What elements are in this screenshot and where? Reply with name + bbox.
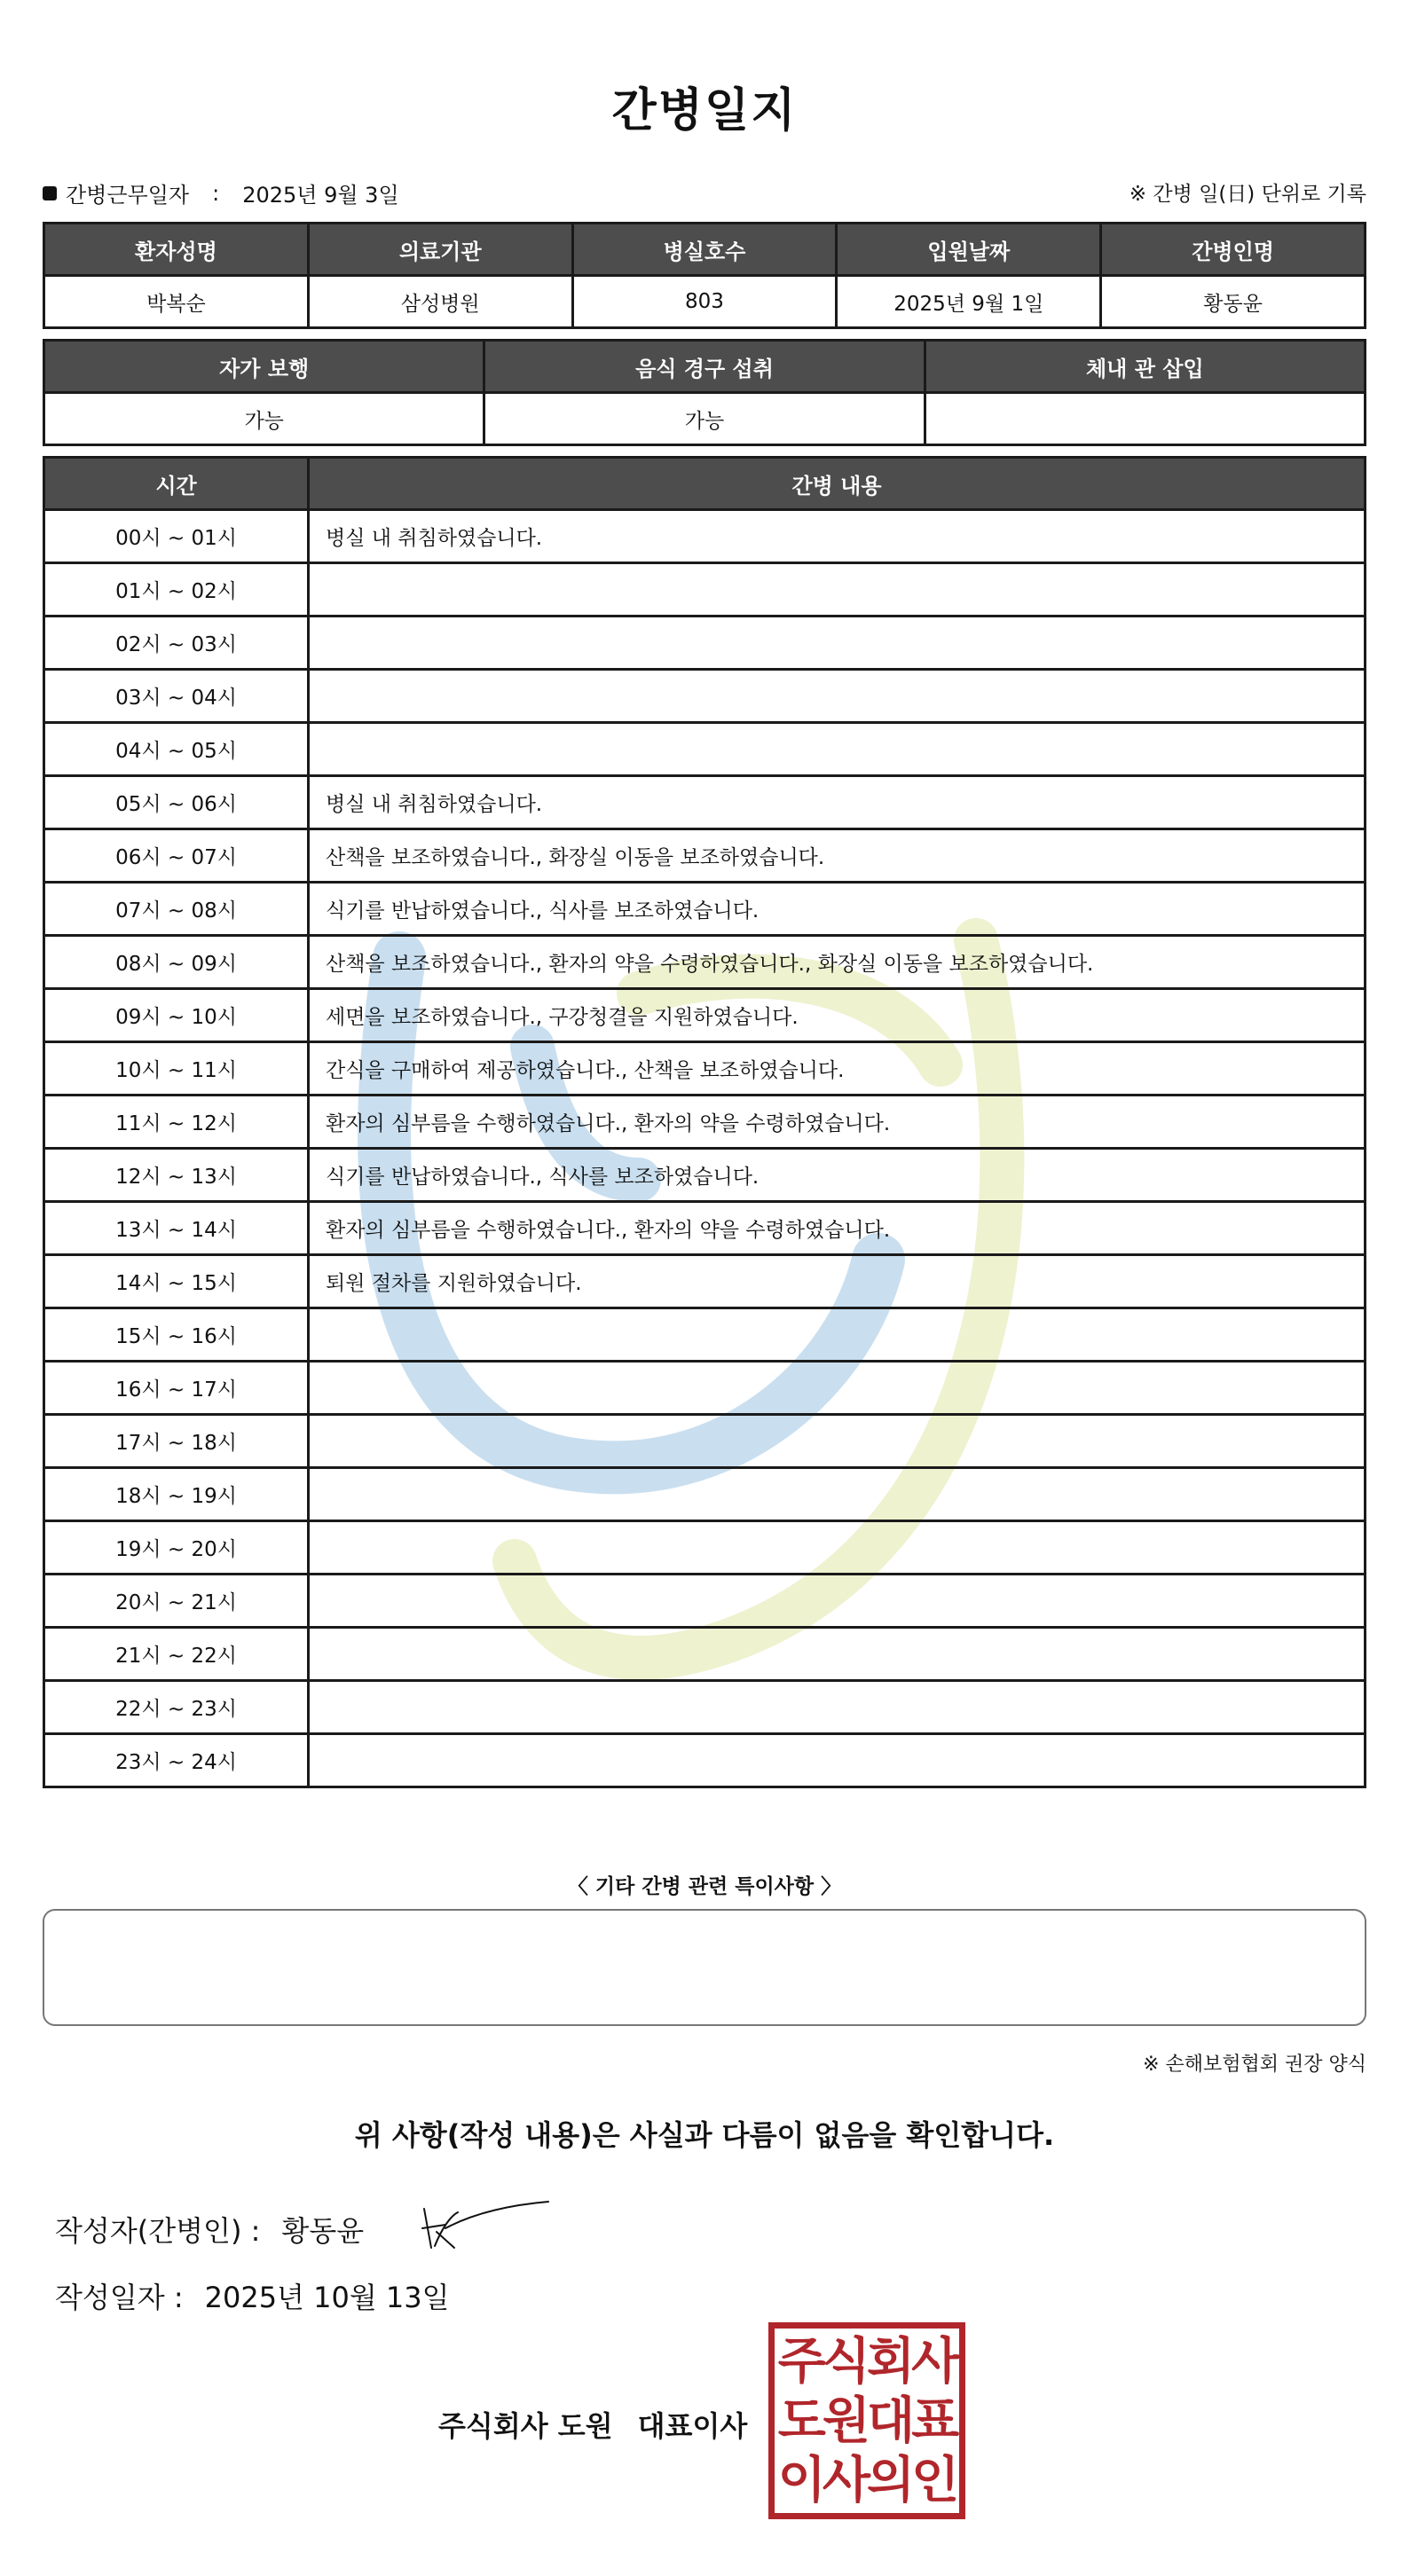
header-room-number: 병실호수 bbox=[572, 224, 837, 276]
seal-line-2: 도원대표 bbox=[777, 2391, 956, 2450]
table-row bbox=[44, 936, 1366, 989]
writer-label: 작성자(간병인) : bbox=[55, 2214, 261, 2248]
table-row bbox=[44, 1468, 1366, 1521]
time-slot: 16시 ~ 17시 bbox=[44, 1362, 309, 1415]
time-slot: 04시 ~ 05시 bbox=[44, 723, 309, 776]
care-schedule-table bbox=[43, 456, 1366, 1788]
time-slot: 18시 ~ 19시 bbox=[44, 1468, 309, 1521]
care-content bbox=[309, 1575, 1366, 1628]
table-row bbox=[44, 617, 1366, 670]
work-date-separator: : bbox=[212, 180, 220, 206]
admission-date: 2025년 9월 1일 bbox=[837, 276, 1101, 328]
writing-date-row bbox=[55, 2275, 450, 2316]
writing-date-value: 2025년 10월 13일 bbox=[204, 2281, 450, 2314]
patient-status-table bbox=[43, 339, 1366, 446]
work-date-label: 간병근무일자 bbox=[66, 183, 190, 208]
time-slot: 17시 ~ 18시 bbox=[44, 1415, 309, 1468]
time-slot: 08시 ~ 09시 bbox=[44, 936, 309, 989]
care-content bbox=[309, 723, 1366, 776]
signature bbox=[419, 2193, 552, 2255]
header-institution: 의료기관 bbox=[308, 224, 572, 276]
care-content bbox=[309, 1628, 1366, 1681]
table-row bbox=[44, 1255, 1366, 1308]
time-slot: 01시 ~ 02시 bbox=[44, 563, 309, 617]
time-slot: 06시 ~ 07시 bbox=[44, 829, 309, 883]
header-self-walking: 자가 보행 bbox=[44, 341, 484, 393]
care-content: 세면을 보조하였습니다., 구강청결을 지원하였습니다. bbox=[309, 989, 1366, 1042]
work-date-value: 2025년 9월 3일 bbox=[242, 183, 399, 208]
time-slot: 22시 ~ 23시 bbox=[44, 1681, 309, 1734]
ceo-title: 대표이사 bbox=[637, 2409, 748, 2443]
header-time: 시간 bbox=[44, 458, 309, 510]
oral-intake-value: 가능 bbox=[484, 393, 925, 445]
tube-insertion-value bbox=[925, 393, 1365, 445]
table-row bbox=[44, 1575, 1366, 1628]
care-content bbox=[309, 1308, 1366, 1362]
time-slot: 11시 ~ 12시 bbox=[44, 1096, 309, 1149]
writer-name: 황동윤 bbox=[281, 2214, 365, 2248]
table-row bbox=[44, 1096, 1366, 1149]
time-slot: 13시 ~ 14시 bbox=[44, 1202, 309, 1255]
care-content bbox=[309, 617, 1366, 670]
table-row bbox=[44, 563, 1366, 617]
seal-line-1: 주식회사 bbox=[777, 2332, 956, 2391]
care-content: 간식을 구매하여 제공하였습니다., 산책을 보조하였습니다. bbox=[309, 1042, 1366, 1096]
care-content: 병실 내 취침하였습니다. bbox=[309, 510, 1366, 563]
time-slot: 12시 ~ 13시 bbox=[44, 1149, 309, 1202]
time-slot: 00시 ~ 01시 bbox=[44, 510, 309, 563]
room-number: 803 bbox=[572, 276, 837, 328]
time-slot: 15시 ~ 16시 bbox=[44, 1308, 309, 1362]
patient-value-row bbox=[44, 276, 1366, 328]
notes-title: 〈 기타 간병 관련 특이사항 〉 bbox=[567, 1875, 842, 1898]
time-slot: 20시 ~ 21시 bbox=[44, 1575, 309, 1628]
writing-date-label: 작성일자 : bbox=[55, 2281, 184, 2314]
table-row bbox=[44, 1521, 1366, 1575]
square-bullet-icon bbox=[43, 186, 57, 200]
table-row bbox=[44, 670, 1366, 723]
time-slot: 19시 ~ 20시 bbox=[44, 1521, 309, 1575]
company-seal-stamp bbox=[768, 2322, 965, 2519]
caregiver-name: 황동윤 bbox=[1101, 276, 1366, 328]
care-content: 식기를 반납하였습니다., 식사를 보조하였습니다. bbox=[309, 1149, 1366, 1202]
header-care-content: 간병 내용 bbox=[309, 458, 1366, 510]
table-row bbox=[44, 1149, 1366, 1202]
time-slot: 09시 ~ 10시 bbox=[44, 989, 309, 1042]
self-walking-value: 가능 bbox=[44, 393, 484, 445]
status-value-row bbox=[44, 393, 1366, 445]
notes-box bbox=[43, 1909, 1366, 2026]
time-slot: 21시 ~ 22시 bbox=[44, 1628, 309, 1681]
care-content bbox=[309, 1362, 1366, 1415]
patient-info-table bbox=[43, 222, 1366, 329]
care-content: 산책을 보조하였습니다., 환자의 약을 수령하였습니다., 화장실 이동을 보조하였습니다. bbox=[309, 936, 1366, 989]
table-row bbox=[44, 1415, 1366, 1468]
header-tube-insertion: 체내 관 삽입 bbox=[925, 341, 1365, 393]
table-row bbox=[44, 989, 1366, 1042]
table-row bbox=[44, 1628, 1366, 1681]
header-patient-name: 환자성명 bbox=[44, 224, 309, 276]
time-slot: 14시 ~ 15시 bbox=[44, 1255, 309, 1308]
care-content bbox=[309, 1681, 1366, 1734]
table-row bbox=[44, 883, 1366, 936]
table-row bbox=[44, 1202, 1366, 1255]
care-content: 환자의 심부름을 수행하였습니다., 환자의 약을 수령하였습니다. bbox=[309, 1202, 1366, 1255]
table-row bbox=[44, 1734, 1366, 1787]
header-admission-date: 입원날짜 bbox=[837, 224, 1101, 276]
company-name: 주식회사 도원 bbox=[438, 2409, 613, 2443]
care-content bbox=[309, 1415, 1366, 1468]
document-title: 간병일지 bbox=[611, 84, 798, 137]
care-content: 산책을 보조하였습니다., 화장실 이동을 보조하였습니다. bbox=[309, 829, 1366, 883]
time-slot: 10시 ~ 11시 bbox=[44, 1042, 309, 1096]
writer-row bbox=[55, 2209, 364, 2250]
time-slot: 02시 ~ 03시 bbox=[44, 617, 309, 670]
table-row bbox=[44, 1362, 1366, 1415]
care-header-row bbox=[44, 458, 1366, 510]
table-row bbox=[44, 1042, 1366, 1096]
header-caregiver-name: 간병인명 bbox=[1101, 224, 1366, 276]
unit-note: ※ 간병 일(日) 단위로 기록 bbox=[1129, 183, 1366, 206]
table-row bbox=[44, 510, 1366, 563]
care-content: 병실 내 취침하였습니다. bbox=[309, 776, 1366, 829]
care-content: 퇴원 절차를 지원하였습니다. bbox=[309, 1255, 1366, 1308]
care-content: 식기를 반납하였습니다., 식사를 보조하였습니다. bbox=[309, 883, 1366, 936]
care-content bbox=[309, 670, 1366, 723]
table-row bbox=[44, 723, 1366, 776]
table-row bbox=[44, 1308, 1366, 1362]
seal-line-3: 이사의인 bbox=[777, 2450, 956, 2509]
header-oral-intake: 음식 경구 섭취 bbox=[484, 341, 925, 393]
care-content bbox=[309, 563, 1366, 617]
table-row bbox=[44, 1681, 1366, 1734]
confirmation-statement: 위 사항(작성 내용)은 사실과 다름이 없음을 확인합니다. bbox=[354, 2118, 1055, 2152]
work-date-row bbox=[43, 177, 399, 208]
form-note: ※ 손해보험협회 권장 양식 bbox=[1143, 2054, 1366, 2076]
time-slot: 03시 ~ 04시 bbox=[44, 670, 309, 723]
care-content bbox=[309, 1468, 1366, 1521]
time-slot: 23시 ~ 24시 bbox=[44, 1734, 309, 1787]
patient-name: 박복순 bbox=[44, 276, 309, 328]
table-row bbox=[44, 829, 1366, 883]
table-row bbox=[44, 776, 1366, 829]
institution: 삼성병원 bbox=[308, 276, 572, 328]
time-slot: 05시 ~ 06시 bbox=[44, 776, 309, 829]
care-content: 환자의 심부름을 수행하였습니다., 환자의 약을 수령하였습니다. bbox=[309, 1096, 1366, 1149]
status-header-row bbox=[44, 341, 1366, 393]
time-slot: 07시 ~ 08시 bbox=[44, 883, 309, 936]
patient-header-row bbox=[44, 224, 1366, 276]
care-content bbox=[309, 1734, 1366, 1787]
care-content bbox=[309, 1521, 1366, 1575]
company-signature-line bbox=[438, 2404, 747, 2445]
